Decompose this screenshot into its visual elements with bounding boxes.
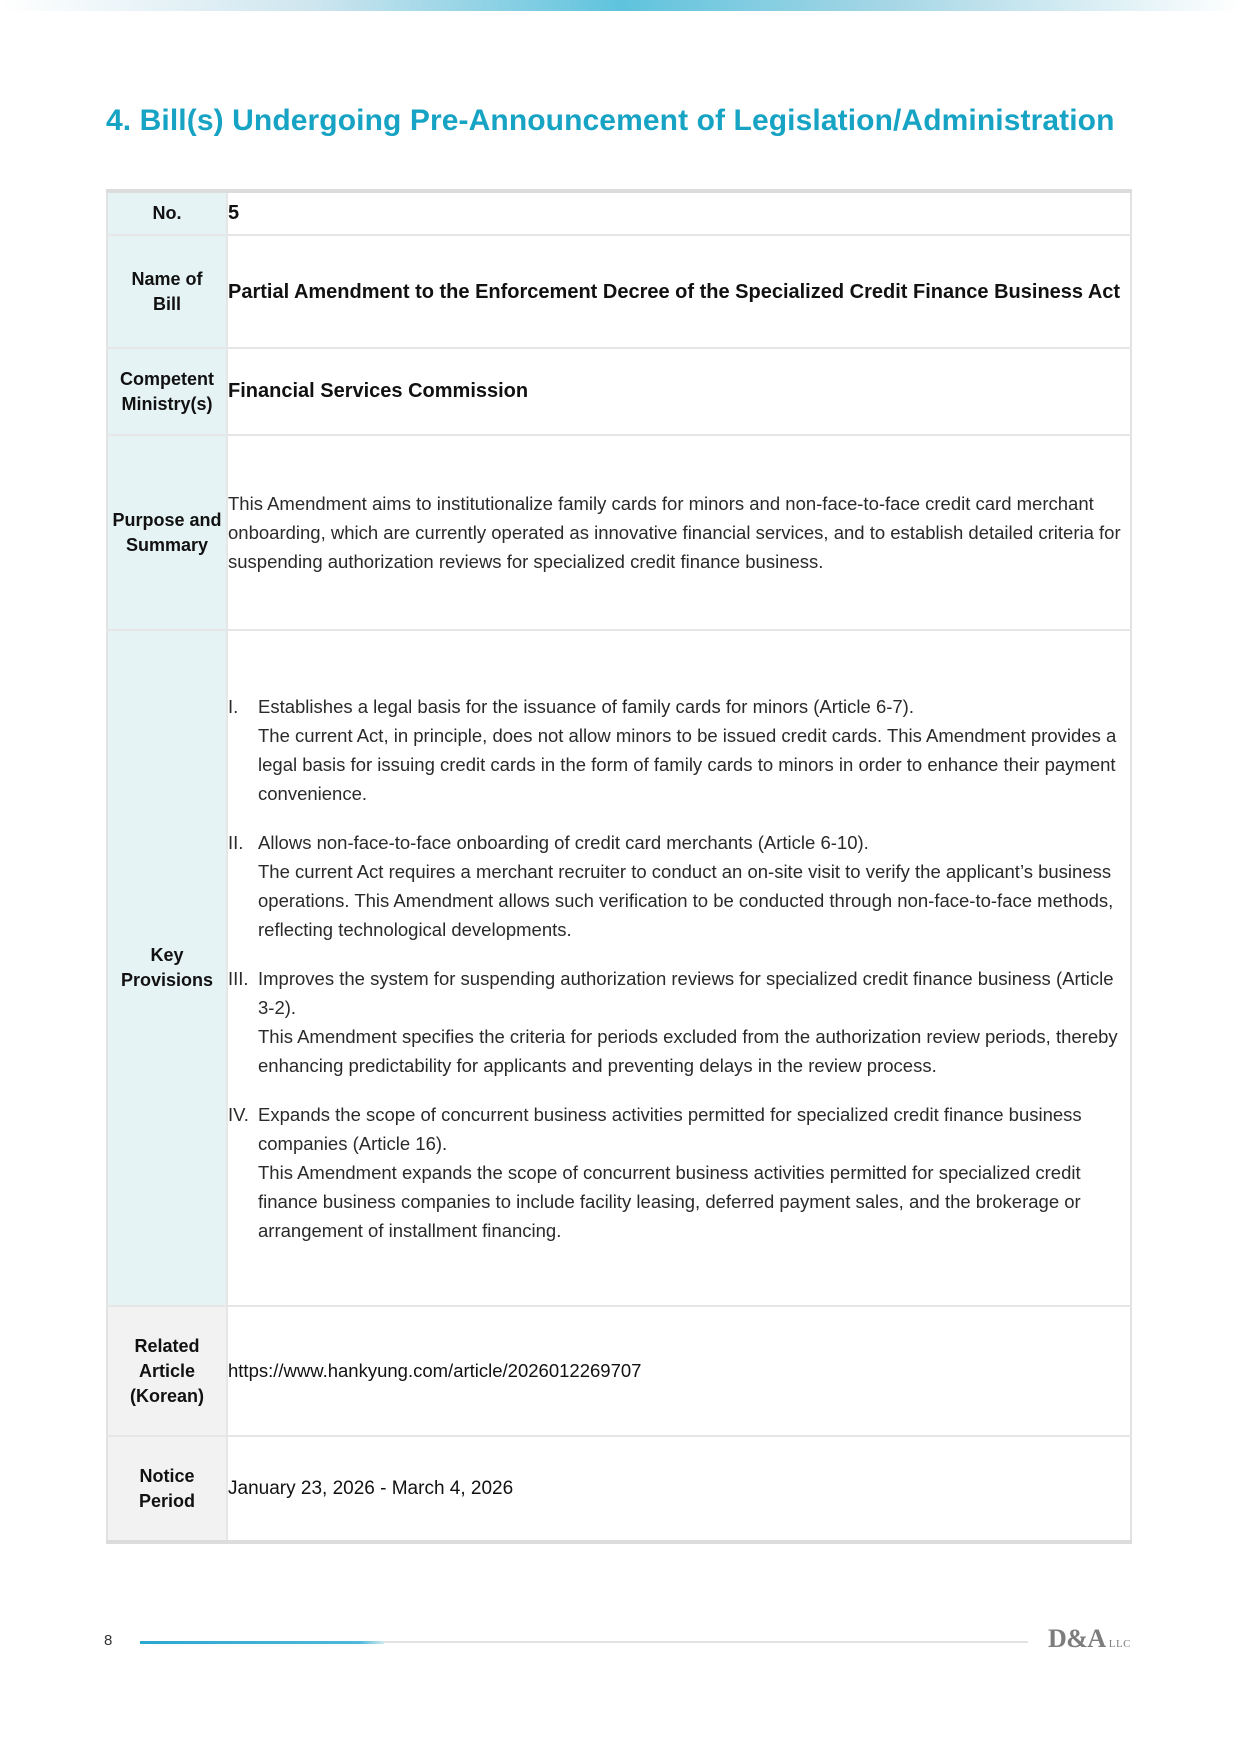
provision-body: This Amendment specifies the criteria for periods excluded from the authorization review periods, thereby enhancing predictability for applicants and preventing delays in the review process. (258, 1025, 1118, 1076)
provision-item (228, 1100, 1130, 1245)
row-no (107, 191, 1131, 235)
label-purpose (107, 435, 227, 630)
label-line: (Korean) (129, 1385, 204, 1406)
provision-item (228, 692, 1130, 808)
label-line: Related (134, 1335, 200, 1356)
bill-table (106, 189, 1132, 1544)
value-ministry: Financial Services Commission (227, 348, 1131, 435)
provision-body: This Amendment expands the scope of concurrent business activities permitted for specialized credit finance business companies to include facility leasing, deferred payment sales, and the brokerage or arrangement of installment financing. (258, 1161, 1081, 1241)
value-notice-period: January 23, 2026 - March 4, 2026 (227, 1436, 1131, 1542)
article-link[interactable]: https://www.hankyung.com/article/2026012269707 (227, 1306, 1131, 1436)
provision-body: The current Act, in principle, does not allow minors to be issued credit cards. This Amendment provides a legal basis for issuing credit cards in the form of family cards to minors in order to enhance their payment convenience. (258, 724, 1117, 804)
page-number: 8 (104, 1632, 113, 1649)
provision-heading: Allows non-face-to-face onboarding of credit card merchants (Article 6-10). (258, 831, 869, 853)
label-notice-period (107, 1436, 227, 1542)
provision-number: III. (228, 967, 249, 989)
provision-number: IV. (228, 1103, 249, 1125)
logo-main: D&A (1048, 1624, 1106, 1653)
label-line: Provisions (120, 970, 214, 990)
label-line: Notice (139, 1465, 195, 1486)
provision-item (228, 828, 1130, 944)
footer-progress-fill (140, 1641, 384, 1644)
provision-number: II. (228, 831, 244, 853)
row-ministry (107, 348, 1131, 435)
logo-suffix: LLC (1108, 1638, 1131, 1650)
provision-item (228, 964, 1130, 1080)
label-ministry (107, 348, 227, 435)
row-notice-period (107, 1436, 1131, 1542)
row-related-article (107, 1306, 1131, 1436)
label-line: Summary (125, 534, 209, 555)
provisions-list (228, 692, 1130, 1245)
top-gradient-bar (0, 0, 1241, 11)
label-line: Bill (152, 293, 181, 314)
label-line: Article (138, 1360, 196, 1381)
provision-heading: Improves the system for suspending authorization reviews for specialized credit finance business (Article 3-2). (258, 967, 1114, 1018)
row-purpose (107, 435, 1131, 630)
label-bill-name (107, 235, 227, 348)
label-line: Key (150, 945, 184, 965)
value-provisions (227, 630, 1131, 1306)
label-line: Purpose and (112, 509, 222, 530)
row-provisions (107, 630, 1131, 1306)
label-no: No. (107, 191, 227, 235)
provision-number: I. (228, 695, 239, 717)
label-line: Period (138, 1490, 195, 1511)
provision-heading: Establishes a legal basis for the issuance of family cards for minors (Article 6-7). (258, 695, 914, 717)
label-provisions (107, 630, 227, 1306)
label-line: Competent (120, 368, 214, 389)
value-no: 5 (227, 191, 1131, 235)
label-line: Ministry(s) (121, 393, 213, 414)
value-purpose: This Amendment aims to institutionalize family cards for minors and non-face-to-face credit card merchant onboarding, which are currently operated as innovative financial services, and to establish detailed criteria for suspending authorization reviews for specialized credit finance business. (227, 435, 1131, 630)
company-logo (1048, 1624, 1131, 1654)
provision-heading: Expands the scope of concurrent business activities permitted for specialized credit finance business companies (Article 16). (258, 1103, 1082, 1154)
footer-progress-line (140, 1641, 1028, 1643)
row-bill-name (107, 235, 1131, 348)
label-related-article (107, 1306, 227, 1436)
section-title: 4. Bill(s) Undergoing Pre-Announcement of Legislation/Administration (106, 104, 1115, 137)
value-bill-name: Partial Amendment to the Enforcement Decree of the Specialized Credit Finance Business Act (227, 235, 1131, 348)
label-line: Name of (131, 268, 203, 289)
provision-body: The current Act requires a merchant recruiter to conduct an on-site visit to verify the applicant’s business operations. This Amendment allows such verification to be conducted through non-face-to-face methods, reflecting technological developments. (258, 860, 1114, 940)
